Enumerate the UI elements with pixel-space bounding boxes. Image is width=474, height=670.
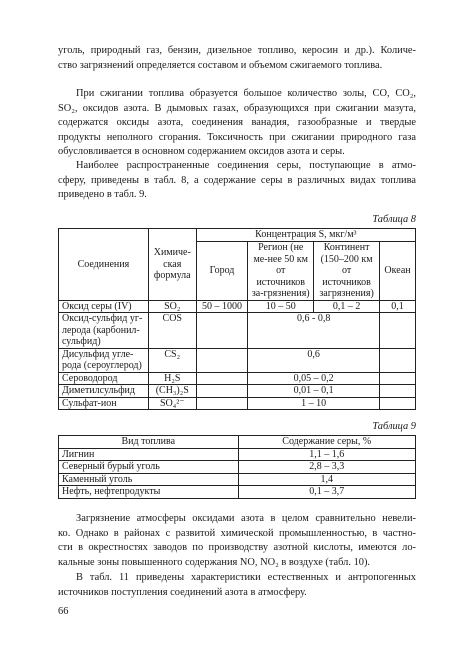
- header-region: Регион (не ме-нее 50 км от источников за-грязнения): [248, 242, 314, 301]
- text-line: кальные зоны повышенного содержания NO, NO₂ в воздухе (табл. 10).: [58, 556, 371, 568]
- table11-paragraph: [58, 571, 416, 600]
- sulfur-value: 1,4: [238, 473, 415, 486]
- table-row: [59, 397, 416, 410]
- value-region: 10 – 50: [248, 300, 314, 313]
- compound-name: Оксид серы (IV): [59, 300, 149, 313]
- table-row: [59, 348, 416, 372]
- nitrogen-paragraph: [58, 512, 416, 570]
- value-merged: 0,01 – 0,1: [248, 385, 380, 398]
- text-line: ко. Однако в районах с развитой химической промышленностью, в частно-: [58, 527, 416, 539]
- header-concentration: Концентрация S, мкг/м³: [196, 229, 415, 242]
- table-row: [59, 486, 416, 499]
- value-ocean: 0,1: [380, 300, 416, 313]
- formula: COS: [148, 313, 196, 349]
- table-row: [59, 372, 416, 385]
- text-line: В табл. 11 приведены характеристики естественных и антропогенных: [76, 572, 416, 583]
- fuel-name: Каменный уголь: [59, 473, 239, 486]
- table-row: [59, 385, 416, 398]
- sulfur-value: 1,1 – 1,6: [238, 448, 415, 461]
- compound-name: Сульфат-ион: [59, 397, 149, 410]
- value-merged: 0,05 – 0,2: [248, 372, 380, 385]
- text-line: SO₂, оксидов азота. В дымовых газах, образующихся при сжигании мазута,: [58, 102, 416, 114]
- empty-cell: [196, 372, 248, 385]
- empty-cell: [380, 372, 416, 385]
- sulfur-intro-paragraph: [58, 159, 416, 203]
- text-line: Загрязнение атмосферы оксидами азота в целом сравнительно невели-: [76, 513, 416, 524]
- text-line: приведено в табл. 9.: [58, 189, 147, 201]
- text-line: обусловливается в основном содержанием оксидов азота и серы.: [58, 146, 345, 158]
- text-line: ство загрязнений определяется составом и объемом сжигаемого топлива.: [58, 59, 383, 71]
- sulfur-value: 2,8 – 3,3: [238, 461, 415, 474]
- header-compound: Соединения: [59, 229, 149, 301]
- intro-paragraph: [58, 44, 416, 73]
- table9-caption: Таблица 9: [372, 421, 416, 432]
- text-line: продукты неполного сгорания. Токсичность при сжигании природного газа: [58, 131, 416, 143]
- text-line: уголь, природный газ, бензин, дизельное топливо, керосин и др.). Количе-: [58, 45, 416, 56]
- compound-name: Сероводород: [59, 372, 149, 385]
- empty-cell: [380, 397, 416, 410]
- header-city: Город: [196, 242, 248, 301]
- compound-name: Оксид-сульфид уг-лерода (карбонил-сульфид): [59, 313, 149, 349]
- text-line: При сжигании топлива образуется большое количество золы, CO, CO₂,: [76, 88, 416, 99]
- compound-name: Дисульфид угле-рода (сероуглерод): [59, 348, 149, 372]
- page-number: 66: [58, 606, 69, 617]
- text-line: содержатся оксиды азота, соединения ванадия, газообразные и твердые: [58, 117, 416, 129]
- formula: (CH₃)₂S: [148, 385, 196, 398]
- header-formula: Химиче-ская формула: [148, 229, 196, 301]
- formula: CS₂: [148, 348, 196, 372]
- table8-caption: Таблица 8: [372, 214, 416, 225]
- table9: [58, 435, 416, 499]
- combustion-paragraph: [58, 87, 416, 160]
- header-ocean: Океан: [380, 242, 416, 301]
- empty-cell: [380, 385, 416, 398]
- table8: [58, 228, 416, 410]
- empty-cell: [380, 348, 416, 372]
- table-row: [59, 473, 416, 486]
- formula: H₂S: [148, 372, 196, 385]
- empty-cell: [196, 385, 248, 398]
- text-line: Наиболее распространенные соединения серы, поступающие в атмо-: [76, 160, 416, 171]
- value-merged: 1 – 10: [248, 397, 380, 410]
- formula: SO₄²⁻: [148, 397, 196, 410]
- text-line: сти в окрестностях заводов по производству азотной кислоты, имеются ло-: [58, 542, 416, 554]
- table-row: [59, 461, 416, 474]
- value-merged: 0,6: [248, 348, 380, 372]
- text-line: сферу, приведены в табл. 8, а содержание серы в различных видах топлива: [58, 174, 416, 186]
- header-fuel: Вид топлива: [59, 436, 239, 449]
- sulfur-value: 0,1 – 3,7: [238, 486, 415, 499]
- table-row: [59, 313, 416, 349]
- value-city: 50 – 1000: [196, 300, 248, 313]
- empty-cell: [196, 313, 248, 349]
- compound-name: Диметилсульфид: [59, 385, 149, 398]
- value-merged: 0,6 - 0,8: [248, 313, 380, 349]
- empty-cell: [196, 348, 248, 372]
- fuel-name: Северный бурый уголь: [59, 461, 239, 474]
- empty-cell: [380, 313, 416, 349]
- header-sulfur: Содержание серы, %: [238, 436, 415, 449]
- header-continent: Континент (150–200 км от источников загрязнения): [314, 242, 380, 301]
- table-row: [59, 448, 416, 461]
- table-row: [59, 300, 416, 313]
- value-continent: 0,1 – 2: [314, 300, 380, 313]
- empty-cell: [196, 397, 248, 410]
- formula: SO₂: [148, 300, 196, 313]
- fuel-name: Нефть, нефтепродукты: [59, 486, 239, 499]
- fuel-name: Лигнин: [59, 448, 239, 461]
- text-line: источников поступления соединений азота в атмосферу.: [58, 586, 307, 598]
